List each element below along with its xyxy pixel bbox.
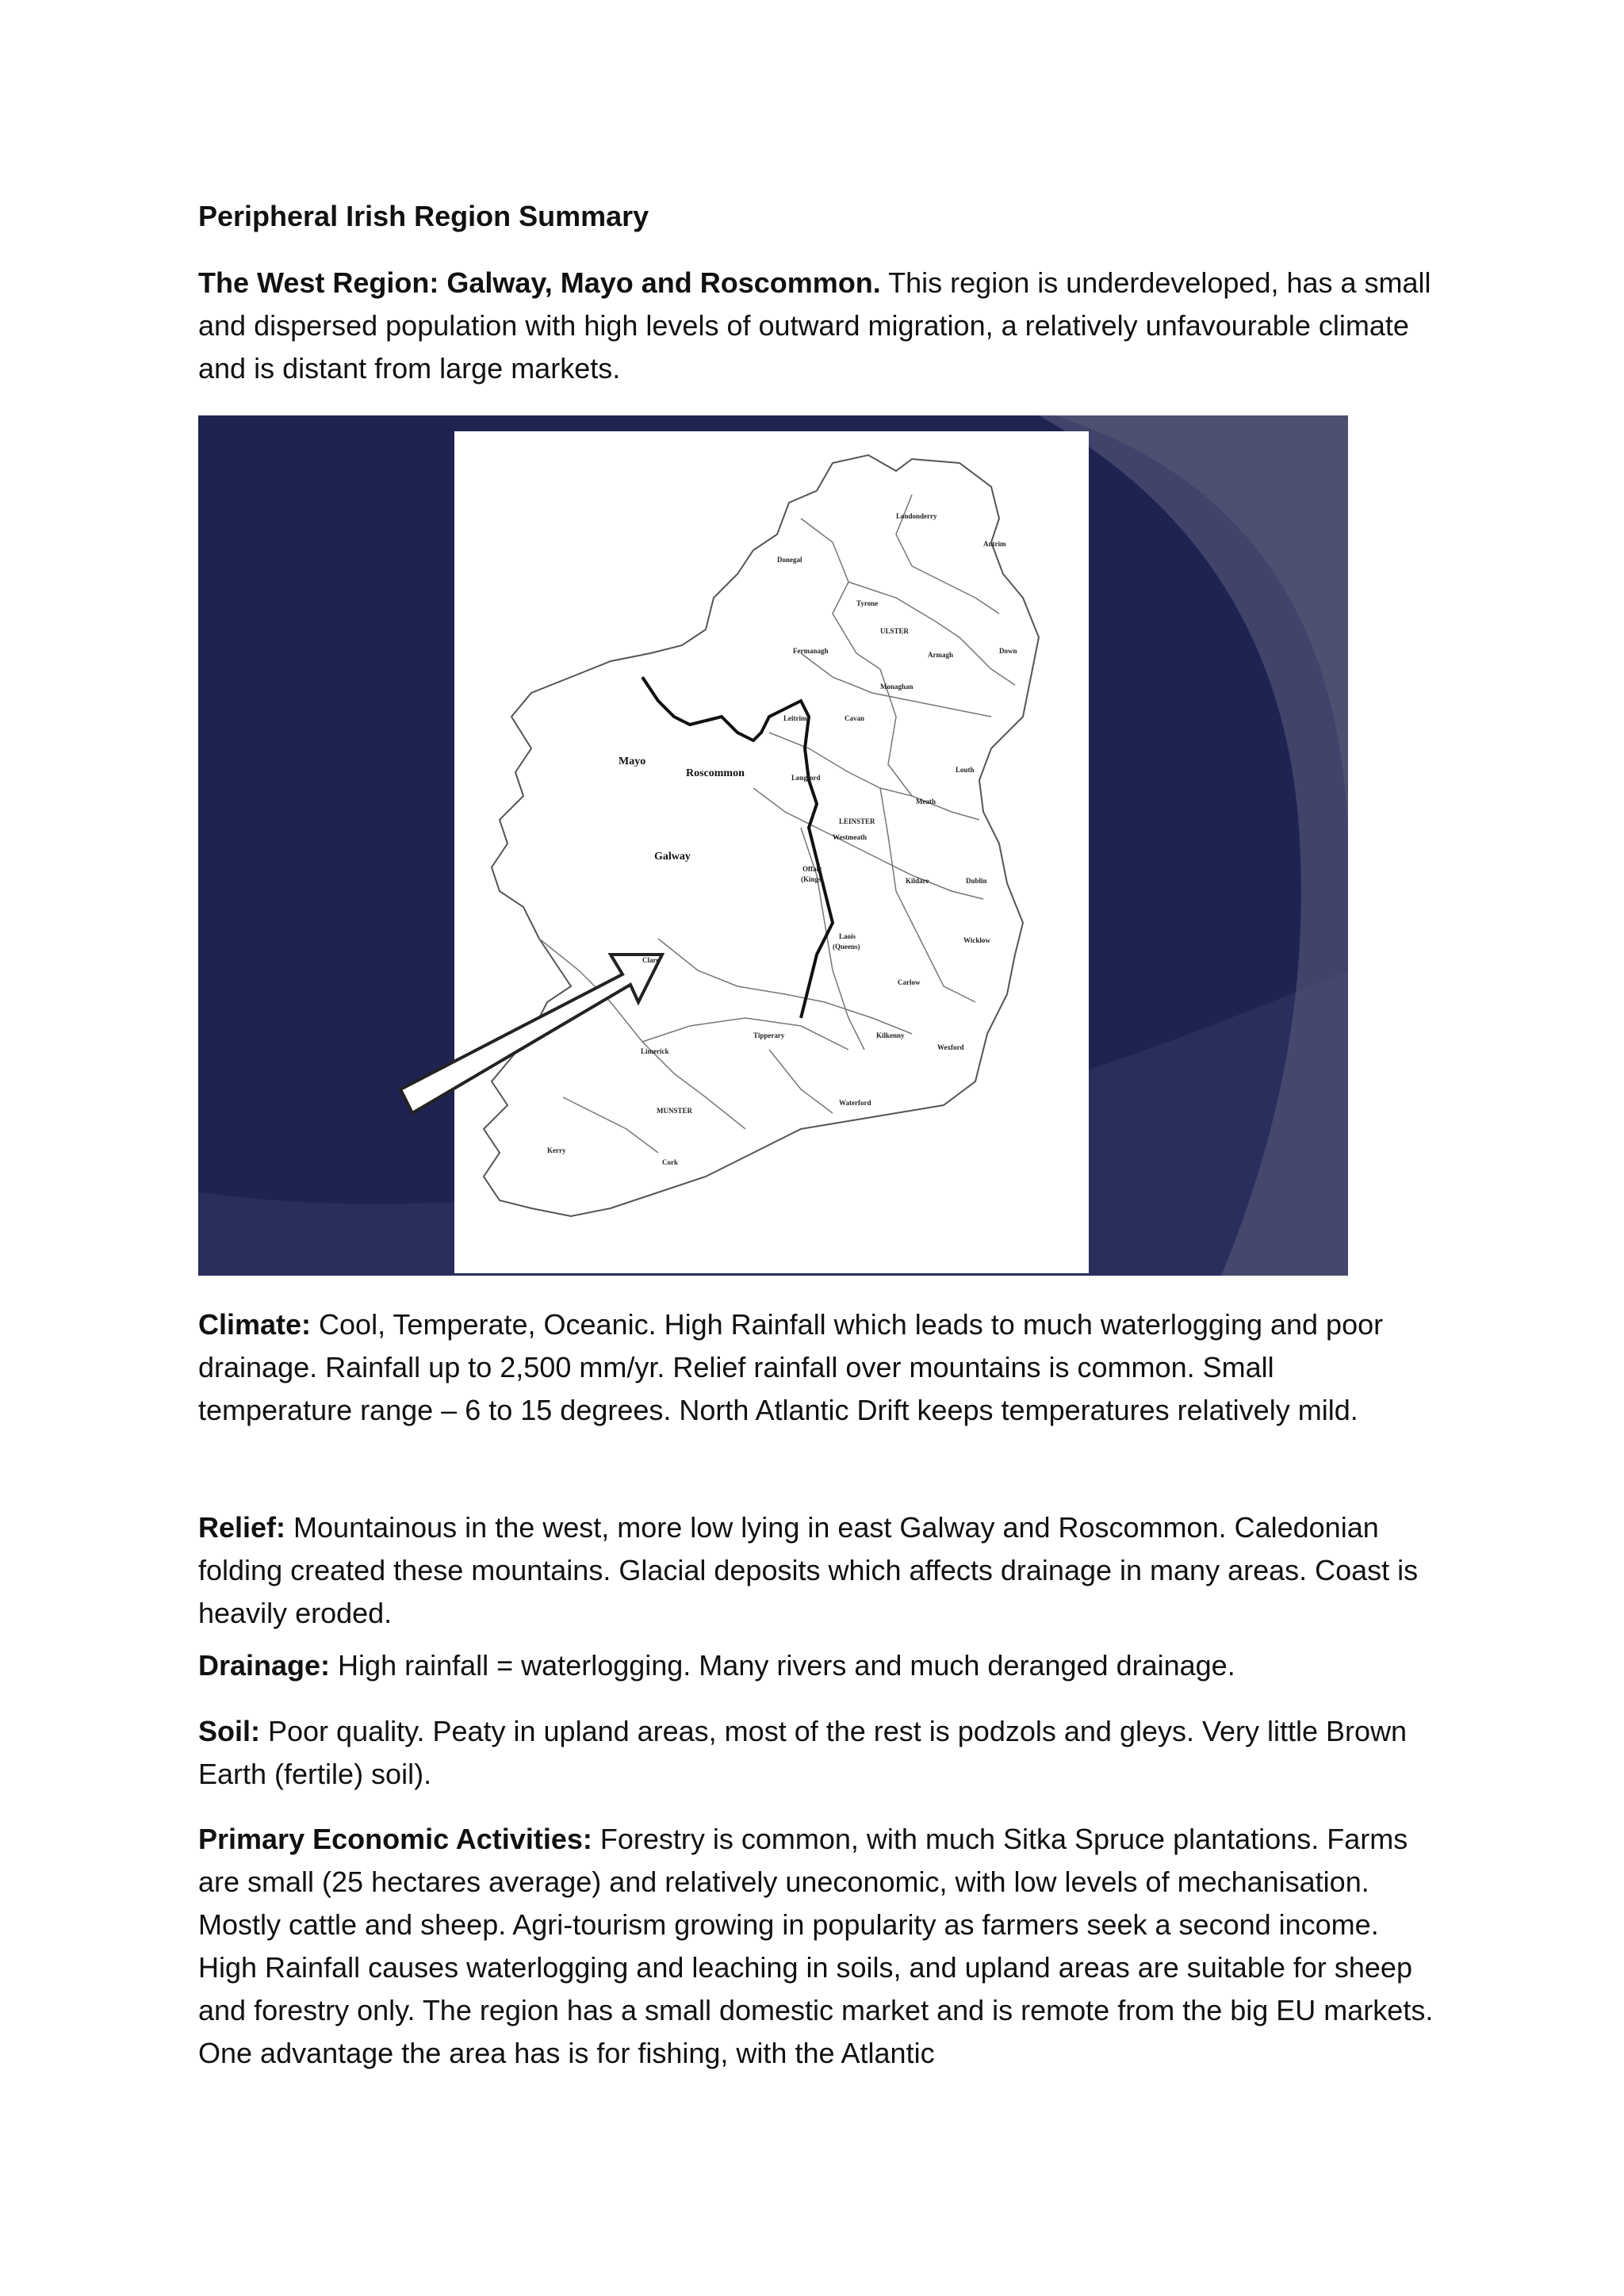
label-carlow: Carlow — [898, 978, 921, 986]
label-cavan: Cavan — [845, 714, 865, 722]
label-ulster: ULSTER — [880, 627, 910, 635]
label-antrim: Antrim — [983, 540, 1006, 548]
label-offaly: Offaly — [802, 865, 822, 873]
intro-paragraph — [198, 262, 1435, 390]
label-kerry: Kerry — [547, 1146, 566, 1154]
label-donegal: Donegal — [777, 556, 802, 564]
label-longford: Longford — [791, 774, 821, 782]
label-mayo: Mayo — [619, 756, 646, 767]
label-laois: Laois — [839, 932, 856, 940]
label-kildare: Kildare — [906, 877, 929, 885]
label-westmeath: Westmeath — [833, 833, 867, 841]
label-galway: Galway — [654, 851, 691, 863]
drainage-text: High rainfall = waterlogging. Many rivers and much deranged drainage. — [330, 1649, 1235, 1682]
soil-heading: Soil: — [198, 1715, 260, 1747]
label-waterford: Waterford — [839, 1099, 871, 1107]
label-leinster: LEINSTER — [839, 817, 875, 825]
relief-heading: Relief: — [198, 1511, 286, 1544]
label-dublin: Dublin — [966, 877, 987, 885]
drainage-paragraph — [198, 1644, 1435, 1687]
label-roscommon: Roscommon — [686, 767, 745, 779]
soil-text: Poor quality. Peaty in upland areas, most of the rest is podzols and gleys. Very little Brown Earth (fertile) soil). — [198, 1715, 1408, 1790]
primary-activities-paragraph — [198, 1818, 1435, 2075]
climate-heading: Climate: — [198, 1308, 312, 1341]
label-cork: Cork — [662, 1158, 678, 1166]
label-monaghan: Monaghan — [880, 683, 914, 691]
drainage-heading: Drainage: — [198, 1649, 331, 1682]
label-queens: (Queens) — [833, 943, 860, 951]
label-londonderry: Londonderry — [896, 512, 937, 520]
ireland-county-map-figure — [198, 415, 1348, 1276]
relief-paragraph — [198, 1506, 1435, 1635]
label-fermanagh: Fermanagh — [793, 647, 829, 655]
label-tipperary: Tipperary — [753, 1031, 785, 1039]
climate-paragraph — [198, 1303, 1435, 1432]
primary-activities-text: Forestry is common, with much Sitka Spruce plantations. Farms are small (25 hectares average) and relatively uneconomic, with low levels of mechanisation. Mostly cattle and sheep. Agri-tourism growing in popularity as farmers seek a second income. High Rainfall causes waterlogging and leaching in soils, and upland areas are suitable for sheep and forestry only. The region has a small domestic market and is remote from the big EU markets. One advantage the area has is for fishing, with the Atlantic — [198, 1823, 1434, 2069]
page-title: Peripheral Irish Region Summary — [198, 200, 649, 232]
intro-heading: The West Region: Galway, Mayo and Roscommon. — [198, 266, 881, 299]
label-wexford: Wexford — [937, 1043, 964, 1051]
climate-text: Cool, Temperate, Oceanic. High Rainfall which leads to much waterlogging and poor drainage. Rainfall up to 2,500 mm/yr. Relief rainfall over mountains is common. Small temperature range – 6 to 15 degrees. North Atlantic Drift keeps temperatures relatively mild. — [198, 1308, 1384, 1426]
label-armagh: Armagh — [928, 651, 953, 659]
label-wicklow: Wicklow — [963, 936, 990, 944]
primary-activities-heading: Primary Economic Activities: — [198, 1823, 592, 1855]
label-meath: Meath — [916, 798, 936, 806]
label-down: Down — [999, 647, 1017, 655]
relief-text: Mountainous in the west, more low lying in east Galway and Roscommon. Caledonian folding created these mountains. Glacial deposits which affects drainage in many areas. Coast is heavily eroded. — [198, 1511, 1419, 1629]
label-leitrim: Leitrim — [783, 714, 807, 722]
label-munster: MUNSTER — [657, 1107, 693, 1115]
label-clare: Clare — [642, 956, 660, 964]
label-kings: (Kings) — [801, 875, 824, 883]
ireland-map-svg — [198, 415, 1348, 1276]
label-louth: Louth — [956, 766, 975, 774]
label-limerick: Limerick — [641, 1047, 669, 1055]
label-kilkenny: Kilkenny — [876, 1031, 905, 1039]
label-tyrone: Tyrone — [856, 599, 879, 607]
intro-text: This region is underdeveloped, has a small and dispersed population with high levels of outward migration, a relatively unfavourable climate and is distant from large markets. — [198, 266, 1431, 385]
soil-paragraph — [198, 1710, 1435, 1796]
